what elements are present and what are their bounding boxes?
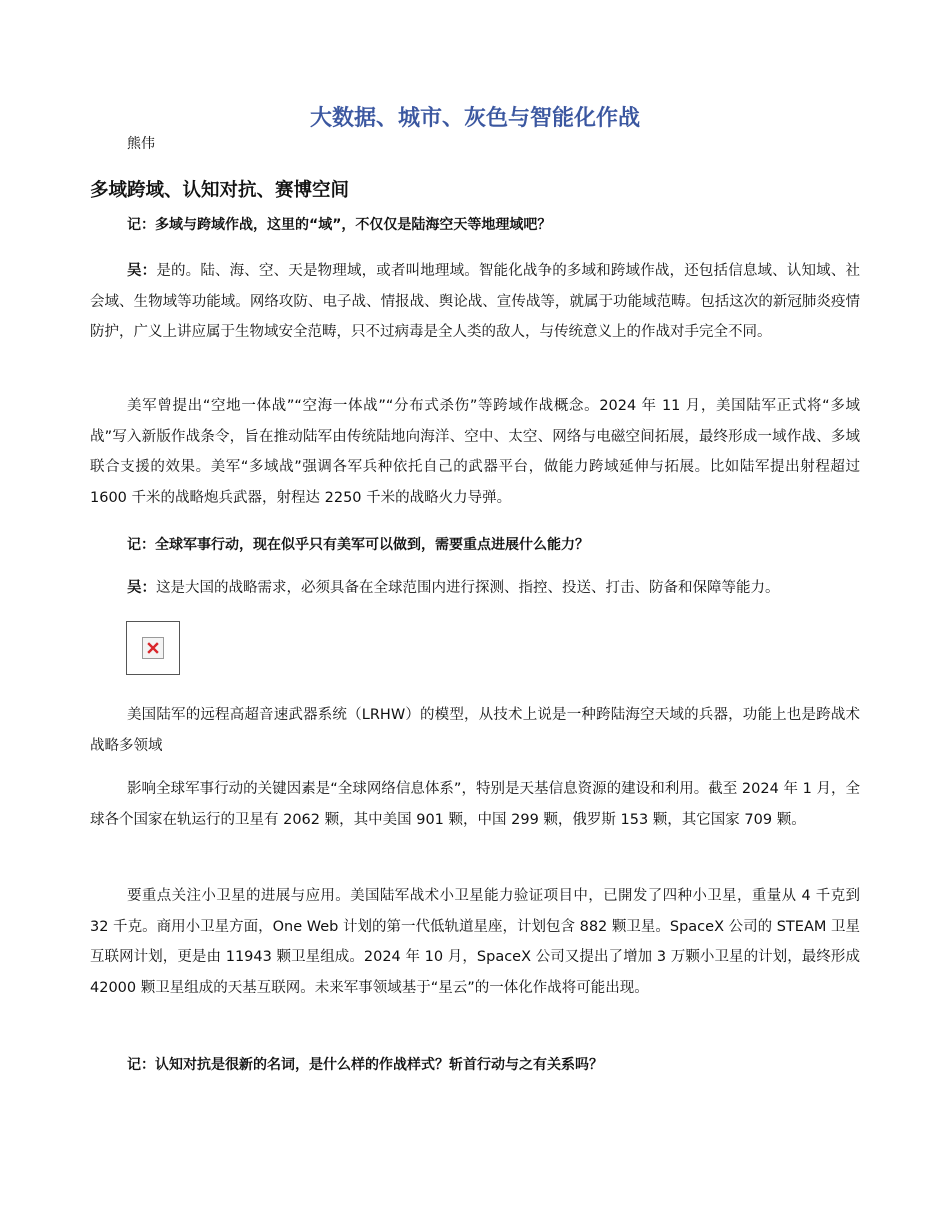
question-1: 记：多域与跨域作战，这里的“域”，不仅仅是陆海空天等地理域吧？ (127, 217, 552, 233)
answer-2-speaker: 吴： (127, 580, 156, 596)
answer-2-text: 这是大国的战略需求，必须具备在全球范围内进行探测、指控、投送、打击、防备和保障等能力。 (156, 580, 780, 596)
answer-1-text: 是的。陆、海、空、天是物理域，或者叫地理域。智能化战争的多域和跨域作战，还包括信息域、认知域、社会域、生物域等功能域。网络攻防、电子战、情报战、舆论战、宣传战等，就属于功能域范畴。包括这次的新冠肺炎疫情防护，广义上讲应属于生物域安全范畴，只不过病毒是全人类的敌人，与传统意义上的作战对手完全不同。 (90, 263, 860, 340)
image-caption: 美国陆军的远程高超音速武器系统（LRHW）的模型，从技术上说是一种跨陆海空天域的兵器，功能上也是跨战术战略多领域 (90, 707, 860, 754)
paragraph-4: 要重点关注小卫星的进展与应用。美国陆军战术小卫星能力验证项目中，已開发了四种小卫星，重量从 4 千克到 32 千克。商用小卫星方面，One Web 计划的第一代低轨道星座，计划包含 882 颗卫星。SpaceX 公司的 STEAM 卫星互联网计划，更是由 11943 颗卫星组成。2024 年 10 月，SpaceX 公司又提出了增加 3 万颗小卫星的计划，最终形成 42000 颗卫星组成的天基互联网。未来军事领域基于“星云”的一体化作战将可能出现。 (90, 888, 860, 996)
answer-2 (90, 573, 860, 604)
section-heading: 多域跨域、认知对抗、赛博空间 (90, 180, 350, 201)
question-2: 记：全球军事行动，现在似乎只有美军可以做到，需要重点进展什么能力？ (127, 537, 589, 553)
document-title: 大数据、城市、灰色与智能化作战 (309, 106, 640, 131)
author-name: 熊伟 (127, 136, 155, 152)
image-placeholder (126, 621, 180, 675)
question-3: 记：认知对抗是很新的名词，是什么样的作战样式？斩首行动与之有关系吗？ (127, 1057, 603, 1073)
answer-1 (90, 256, 860, 348)
answer-1-speaker: 吴： (127, 263, 157, 279)
paragraph-2: 美军曾提出“空地一体战”“空海一体战”“分布式杀伤”等跨域作战概念。2024 年 11 月，美国陆军正式将“多域战”写入新版作战条令，旨在推动陆军由传统陆地向海洋、空中、太空、网络与电磁空间拓展，最终形成一域作战、多域联合支援的效果。美军“多域战”强调各军兵种依托自己的武器平台，做能力跨域延伸与拓展。比如陆军提出射程超过 1600 千米的战略炮兵武器，射程达 2250 千米的战略火力导弹。 (90, 398, 860, 506)
paragraph-3: 影响全球军事行动的关键因素是“全球网络信息体系”，特别是天基信息资源的建设和利用。截至 2024 年 1 月，全球各个国家在轨运行的卫星有 2062 颗，其中美国 901 颗，中国 299 颗，俄罗斯 153 颗，其它国家 709 颗。 (90, 781, 860, 828)
broken-image-icon (142, 637, 164, 659)
